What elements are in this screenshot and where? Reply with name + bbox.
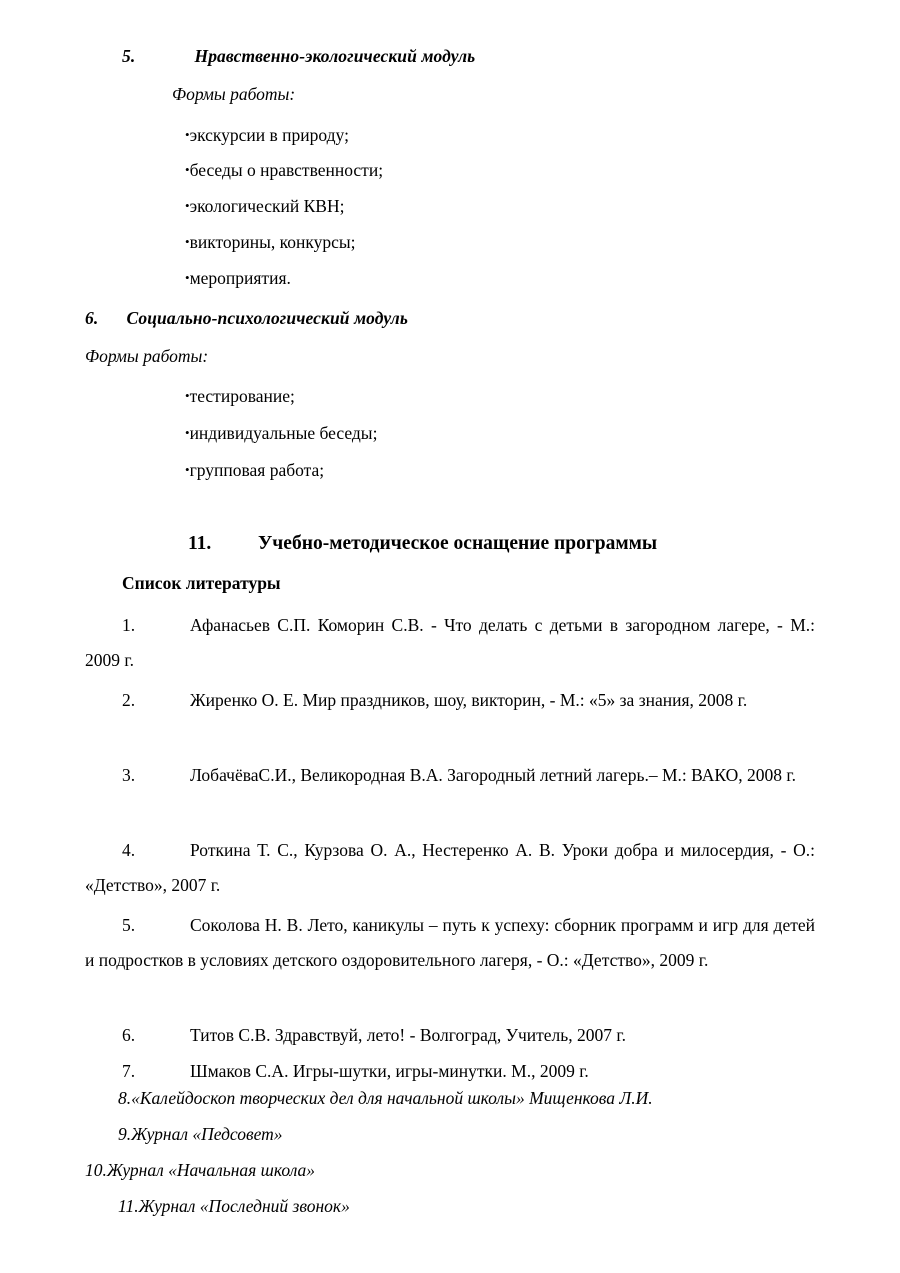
bullet-dot-icon: • — [185, 425, 190, 440]
bullet-dot-icon: • — [185, 234, 190, 249]
module-6-heading — [85, 308, 408, 329]
bibliography-entry-number: 3. — [122, 765, 136, 785]
bullet-dot-icon: • — [185, 127, 190, 142]
module-6-title: Социально-психологический модуль — [126, 308, 408, 328]
list-item-label: экскурсии в природу; — [189, 125, 349, 145]
bibliography-entry-text: Жиренко О. Е. Мир праздников, шоу, викторин, - М.: «5» за знания, 2008 г. — [190, 690, 748, 710]
bibliography-entry-italic: 11.Журнал «Последний звонок» — [118, 1196, 350, 1216]
bibliography-subheading: Список литературы — [122, 573, 281, 593]
bullet-dot-icon: • — [185, 388, 190, 403]
list-item — [185, 423, 377, 444]
bibliography-entry — [85, 758, 815, 793]
bibliography-entry-number: 7. — [122, 1061, 136, 1081]
list-item — [185, 460, 324, 481]
bibliography-entry-text: Титов С.В. Здравствуй, лето! - Волгоград, Учитель, 2007 г. — [190, 1025, 626, 1045]
bibliography-entry-number: 6. — [122, 1025, 136, 1045]
bibliography-entry-text: ЛобачёваС.И., Великородная В.А. Загородный летний лагерь.– М.: ВАКО, 2008 г. — [190, 765, 796, 785]
bibliography-entry-number: 2. — [122, 690, 136, 710]
bibliography-entry-italic: 8.«Калейдоскоп творческих дел для начальной школы» Мищенкова Л.И. — [118, 1088, 653, 1108]
module-5-number: 5. — [122, 46, 136, 66]
bibliography-entry-italic: 10.Журнал «Начальная школа» — [85, 1160, 316, 1180]
module-5-forms-label: Формы работы: — [172, 84, 296, 104]
bibliography-entry-italic: 9.Журнал «Педсовет» — [118, 1124, 283, 1144]
bibliography-entry-number: 5. — [122, 915, 136, 935]
list-item — [185, 125, 349, 146]
bibliography-entry — [85, 833, 815, 903]
bullet-dot-icon: • — [185, 462, 190, 477]
module-6-forms-label: Формы работы: — [85, 346, 209, 366]
list-item — [185, 268, 291, 289]
bibliography-entry-text: Шмаков С.А. Игры-шутки, игры-минутки. М., 2009 г. — [190, 1061, 589, 1081]
list-item — [185, 196, 344, 217]
bibliography-entry — [85, 683, 815, 718]
bibliography-entry-text: Афанасьев С.П. Коморин С.В. - Что делать с детьми в загородном лагере, - М.: 2009 г. — [85, 615, 815, 670]
bullet-dot-icon: • — [185, 198, 190, 213]
list-item-label: беседы о нравственности; — [189, 160, 384, 180]
bibliography-entry — [85, 608, 815, 678]
bibliography-entry — [85, 908, 815, 978]
list-item-label: экологический КВН; — [189, 196, 345, 216]
list-item — [185, 160, 383, 181]
bibliography-entry-text: Роткина Т. С., Курзова О. А., Нестеренко А. В. Уроки добра и милосердия, - О.: «Детство», 2007 г. — [85, 840, 815, 895]
bibliography-entry-number: 1. — [122, 615, 136, 635]
bullet-dot-icon: • — [185, 162, 190, 177]
section-number: 11. — [188, 533, 212, 554]
bullet-dot-icon: • — [185, 270, 190, 285]
bibliography-entry-number: 4. — [122, 840, 136, 860]
list-item-label: тестирование; — [189, 386, 295, 406]
page-title — [188, 533, 657, 555]
list-item-label: мероприятия. — [189, 268, 291, 288]
list-item-label: викторины, конкурсы; — [189, 232, 356, 252]
list-item — [185, 386, 295, 407]
section-title: Учебно-методическое оснащение программы — [258, 533, 658, 554]
list-item-label: индивидуальные беседы; — [189, 423, 378, 443]
bibliography-entry-text: Соколова Н. В. Лето, каникулы – путь к успеху: сборник программ и игр для детей и подростков в условиях детского оздоровительного лагеря, - О.: «Детство», 2009 г. — [85, 915, 815, 970]
list-item-label: групповая работа; — [189, 460, 325, 480]
bibliography-entry — [85, 1018, 815, 1053]
bibliography-entry — [85, 1054, 815, 1089]
module-6-number: 6. — [85, 308, 99, 328]
list-item — [185, 232, 356, 253]
module-5-title: Нравственно-экологический модуль — [194, 46, 476, 66]
module-5-heading — [122, 46, 475, 67]
